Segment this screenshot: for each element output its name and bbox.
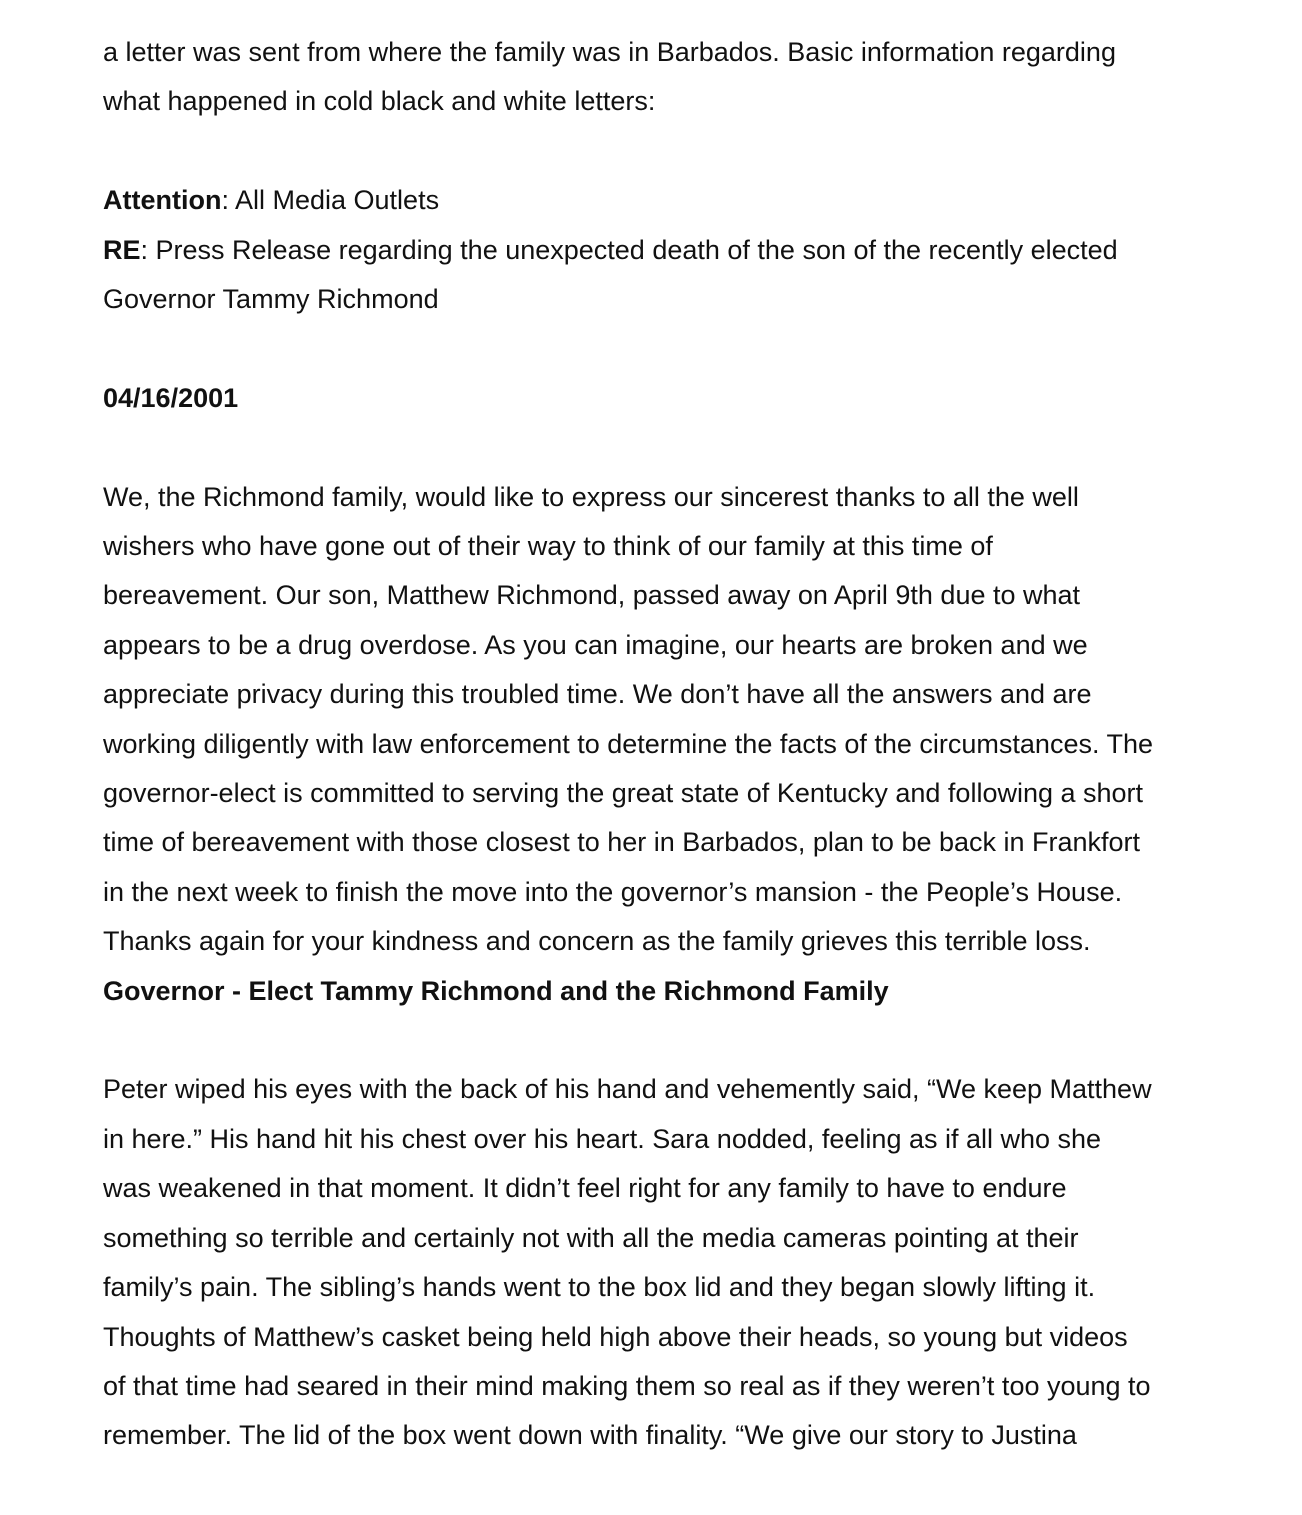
release-signature: Governor - Elect Tammy Richmond and the Richmond Family xyxy=(103,975,889,1006)
release-line: appears to be a drug overdose. As you can imagine, our hearts are broken and we xyxy=(103,629,1088,660)
paragraph-gap xyxy=(103,1016,1233,1065)
release-date: 04/16/2001 xyxy=(103,382,239,413)
paragraph-gap xyxy=(103,127,1233,176)
intro-line: a letter was sent from where the family was in Barbados. Basic information regarding xyxy=(103,37,1116,67)
release-line: wishers who have gone out of their way to think of our family at this time of xyxy=(103,531,993,562)
release-line: Thanks again for your kindness and concern as the family grieves this terrible loss. xyxy=(103,926,1091,957)
release-line: bereavement. Our son, Matthew Richmond, passed away on April 9th due to what xyxy=(103,580,1081,611)
re-value: : Press Release regarding the unexpected death of the son of the recently elected xyxy=(140,234,1118,265)
release-line: We, the Richmond family, would like to express our sincerest thanks to all the well xyxy=(103,481,1079,512)
paragraph-gap xyxy=(103,324,1233,373)
attention-value: : All Media Outlets xyxy=(221,185,440,216)
story-line: was weakened in that moment. It didn’t feel right for any family to have to endure xyxy=(103,1173,1067,1204)
story-line: Peter wiped his eyes with the back of his hand and vehemently said, “We keep Matthew xyxy=(103,1074,1152,1105)
story-line: something so terrible and certainly not with all the media cameras pointing at their xyxy=(103,1222,1079,1253)
release-line: appreciate privacy during this troubled time. We don’t have all the answers and are xyxy=(103,679,1092,710)
re-label: RE xyxy=(103,234,141,265)
release-line: working diligently with law enforcement to determine the facts of the circumstances. The xyxy=(103,728,1153,759)
document-page xyxy=(103,28,1233,1461)
release-line: governor-elect is committed to serving the great state of Kentucky and following a short xyxy=(103,778,1144,809)
press-release-body xyxy=(103,473,1233,967)
story-line: remember. The lid of the box went down with finality. “We give our story to Justina xyxy=(103,1420,1077,1451)
paragraph-gap xyxy=(103,423,1233,472)
story-line: family’s pain. The sibling’s hands went to the box lid and they began slowly lifting it. xyxy=(103,1272,1096,1303)
re-line-continued: Governor Tammy Richmond xyxy=(103,284,439,315)
attention-line xyxy=(103,176,1233,225)
attention-label: Attention xyxy=(103,185,222,216)
story-line: Thoughts of Matthew’s casket being held high above their heads, so young but videos xyxy=(103,1321,1128,1352)
story-line: in here.” His hand hit his chest over his heart. Sara nodded, feeling as if all who she xyxy=(103,1123,1102,1154)
release-line: time of bereavement with those closest to her in Barbados, plan to be back in Frankfort xyxy=(103,827,1141,858)
story-line: of that time had seared in their mind making them so real as if they weren’t too young to xyxy=(103,1370,1151,1401)
release-line: in the next week to finish the move into the governor’s mansion - the People’s House. xyxy=(103,876,1123,907)
intro-line: what happened in cold black and white letters: xyxy=(103,86,656,117)
story-paragraph xyxy=(103,1065,1233,1460)
re-line xyxy=(103,226,1233,275)
